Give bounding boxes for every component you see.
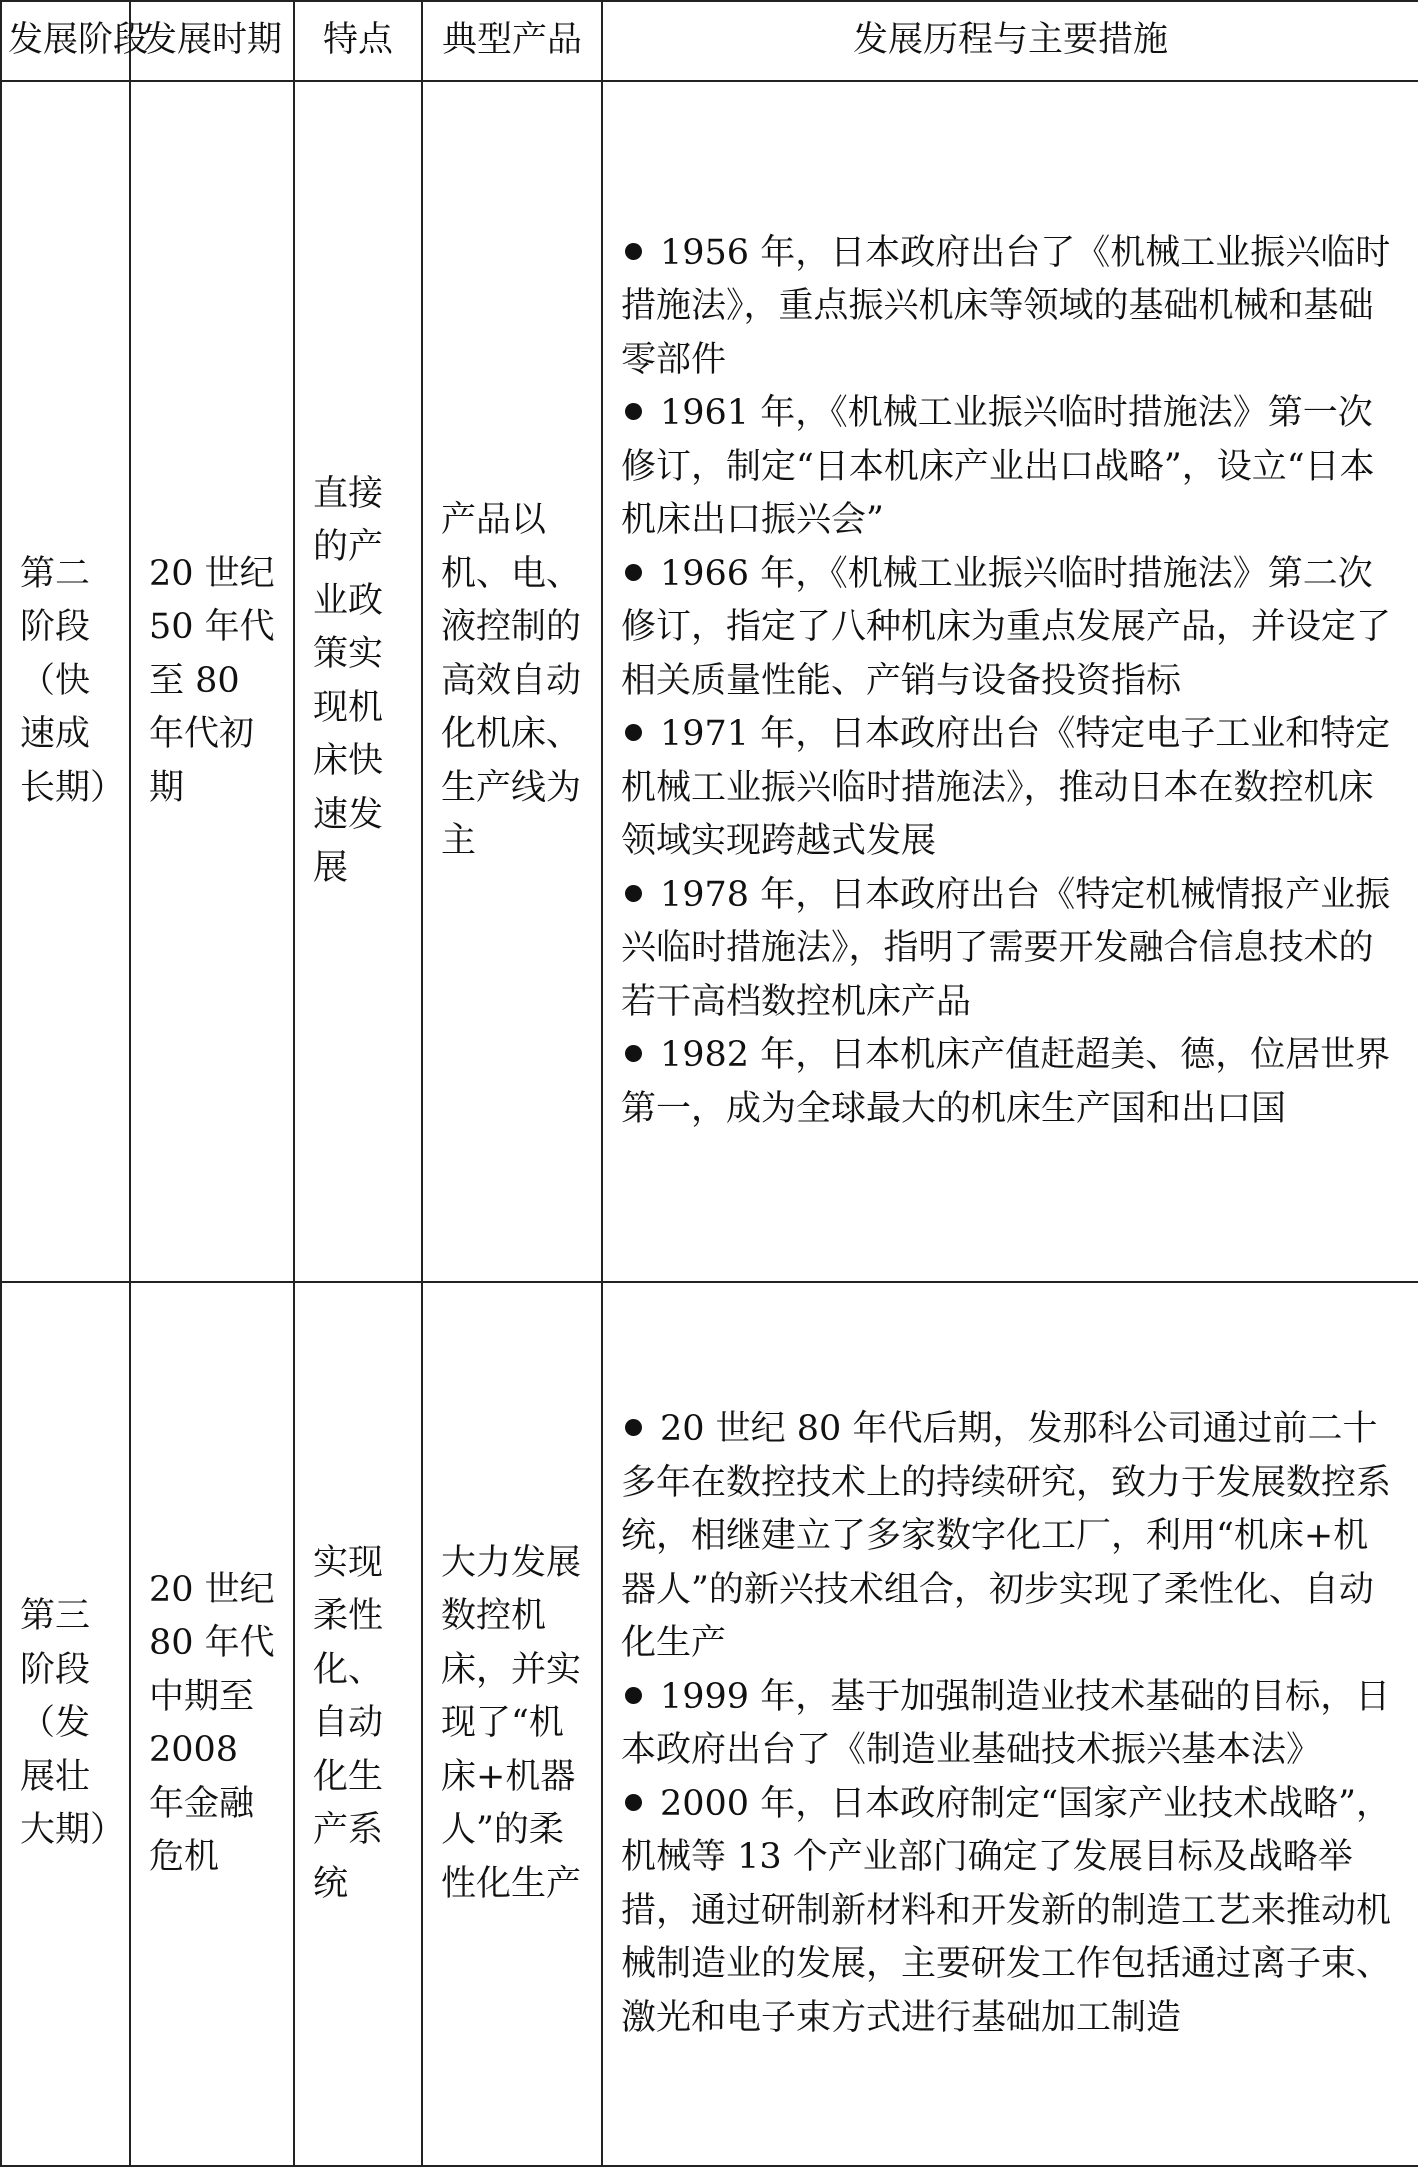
stage-cell: 第二阶段（快速成长期）	[1, 81, 130, 1282]
period-cell: 20 世纪 80 年代中期至 2008 年金融危机	[130, 1282, 294, 2166]
measures-cell	[602, 1282, 1418, 2166]
measure-item	[621, 708, 1400, 869]
table-row	[1, 1282, 1418, 2166]
measure-text: 1961 年，《机械工业振兴临时措施法》第一次修订，制定“日本机床产业出口战略”，设立“日本机床出口振兴会”	[621, 393, 1375, 541]
header-product: 典型产品	[422, 1, 602, 81]
measure-item	[621, 1403, 1400, 1671]
measure-item	[621, 1778, 1400, 2046]
measure-text: 1999 年，基于加强制造业技术基础的目标，日本政府出台了《制造业基础技术振兴基本法》	[621, 1676, 1391, 1770]
header-period: 发展时期	[130, 1, 294, 81]
measure-item	[621, 1671, 1400, 1778]
header-row	[1, 1, 1418, 81]
bullet-icon	[625, 403, 642, 420]
product-cell: 大力发展数控机床，并实现了“机床+机器人”的柔性化生产	[422, 1282, 602, 2166]
measure-text: 1971 年，日本政府出台《特定电子工业和特定机械工业振兴临时措施法》，推动日本在数控机床领域实现跨越式发展	[621, 714, 1391, 862]
measure-item	[621, 1029, 1400, 1136]
measure-item	[621, 869, 1400, 1030]
bullet-icon	[625, 885, 642, 902]
product-cell: 产品以机、电、液控制的高效自动化机床、生产线为主	[422, 81, 602, 1282]
measure-item	[621, 387, 1400, 548]
bullet-icon	[625, 1419, 642, 1436]
measure-text: 1966 年，《机械工业振兴临时措施法》第二次修订，指定了八种机床为重点发展产品，并设定了相关质量性能、产销与设备投资指标	[621, 553, 1392, 701]
measure-item	[621, 548, 1400, 709]
measure-text: 20 世纪 80 年代后期，发那科公司通过前二十多年在数控技术上的持续研究，致力于发展数控系统，相继建立了多家数字化工厂，利用“机床+机器人”的新兴技术组合，初步实现了柔性化、自动化生产	[621, 1409, 1392, 1663]
header-stage: 发展阶段	[1, 1, 130, 81]
bullet-icon	[625, 564, 642, 581]
bullet-icon	[625, 724, 642, 741]
bullet-icon	[625, 243, 642, 260]
stage-cell: 第三阶段（发展壮大期）	[1, 1282, 130, 2166]
bullet-icon	[625, 1794, 642, 1811]
measure-text: 1978 年，日本政府出台《特定机械情报产业振兴临时措施法》，指明了需要开发融合信息技术的若干高档数控机床产品	[621, 874, 1391, 1022]
feature-cell: 直接的产业政策实现机床快速发展	[294, 81, 422, 1282]
bullet-icon	[625, 1045, 642, 1062]
measure-text: 2000 年，日本政府制定“国家产业技术战略”，机械等 13 个产业部门确定了发展目标及战略举措，通过研制新材料和开发新的制造工艺来推动机械制造业的发展，主要研发工作包括通过离子束、激光和电子束方式进行基础加工制造	[621, 1783, 1392, 2038]
period-cell: 20 世纪 50 年代至 80 年代初期	[130, 81, 294, 1282]
measures-cell	[602, 81, 1418, 1282]
measure-text: 1956 年，日本政府出台了《机械工业振兴临时措施法》，重点振兴机床等领域的基础机械和基础零部件	[621, 232, 1391, 380]
header-measures: 发展历程与主要措施	[602, 1, 1418, 81]
bullet-icon	[625, 1687, 642, 1704]
measure-text: 1982 年，日本机床产值赶超美、德，位居世界第一，成为全球最大的机床生产国和出口国	[621, 1035, 1391, 1129]
measure-item	[621, 227, 1400, 388]
table-row	[1, 81, 1418, 1282]
feature-cell: 实现柔性化、自动化生产系统	[294, 1282, 422, 2166]
header-feature: 特点	[294, 1, 422, 81]
